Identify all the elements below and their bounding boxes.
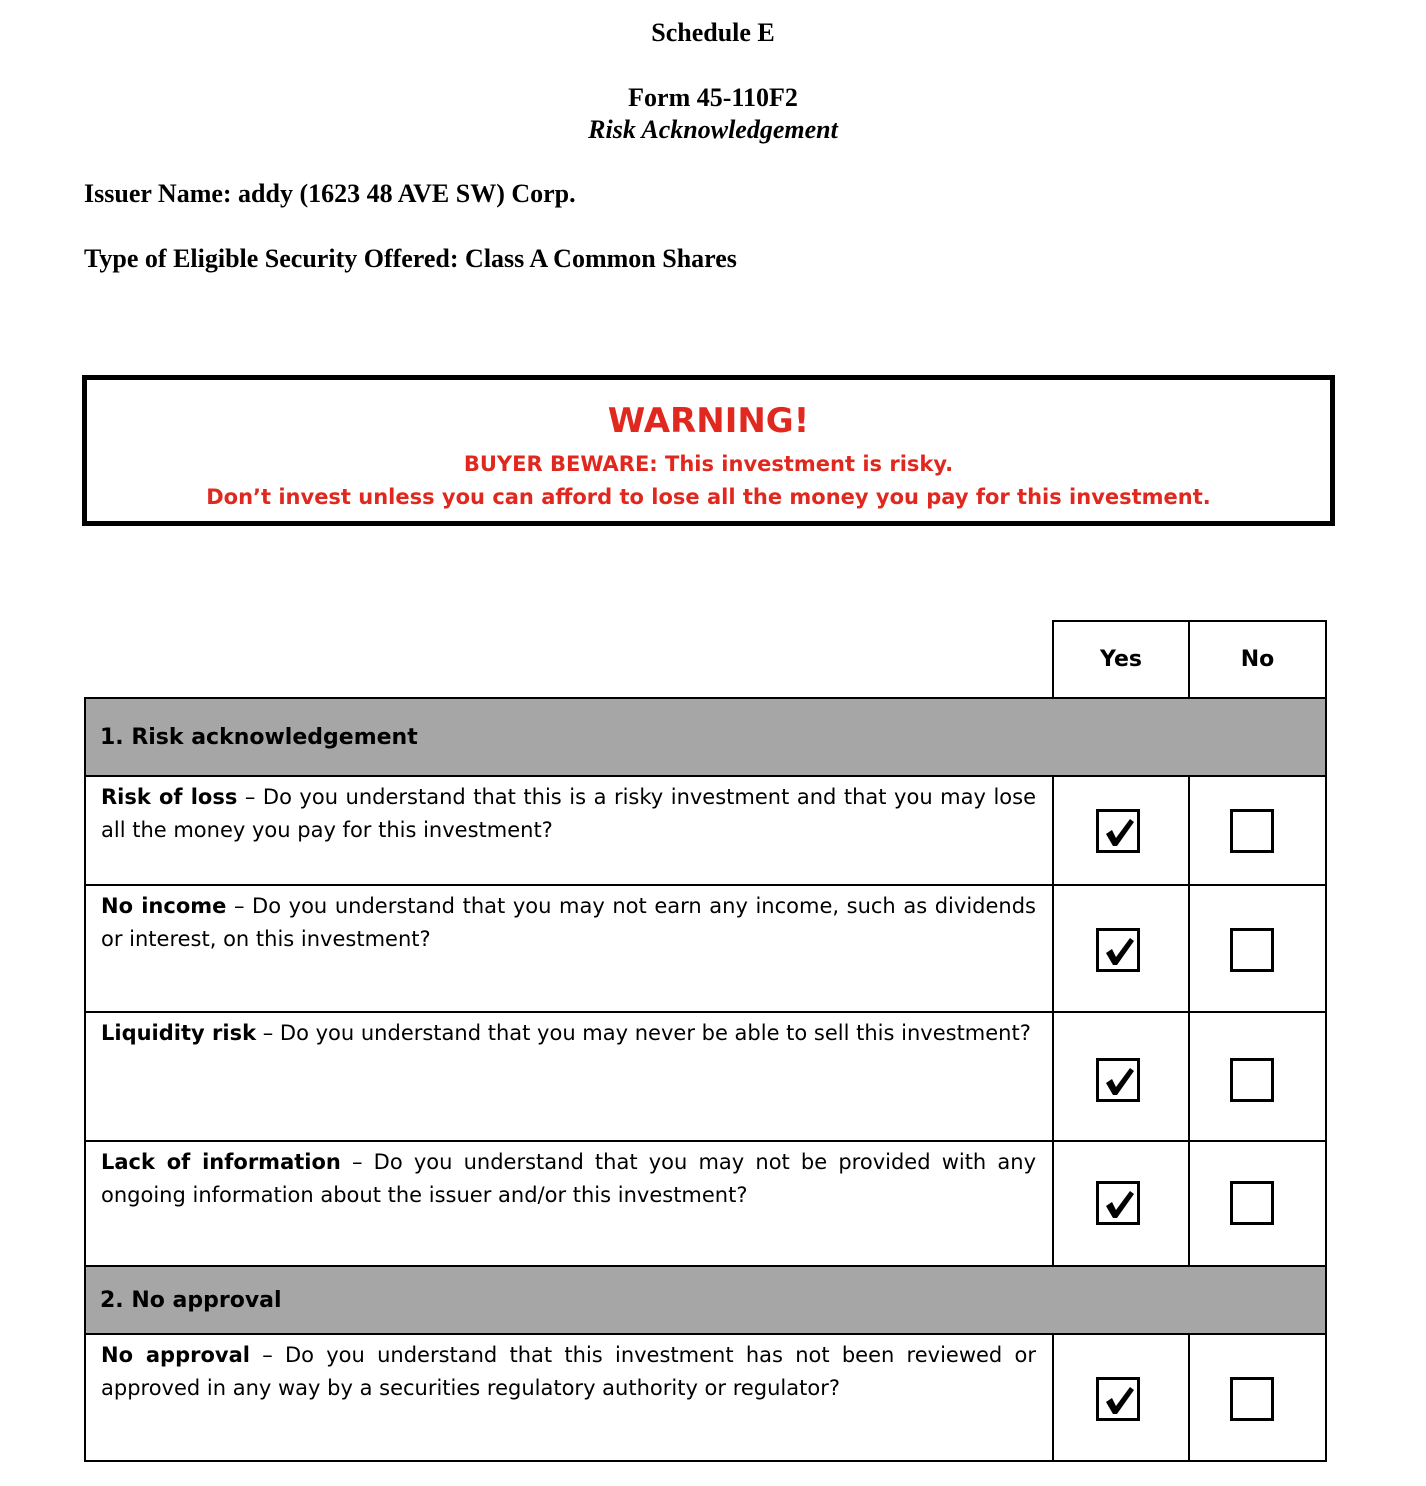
- yes-checkbox[interactable]: [1096, 928, 1140, 972]
- yes-checkbox[interactable]: [1096, 1377, 1140, 1421]
- question-term: Lack of information: [101, 1150, 341, 1174]
- form-number: Form 45-110F2: [628, 83, 798, 112]
- checkmark-icon: [1102, 1383, 1136, 1417]
- warning-line-1: BUYER BEWARE: This investment is risky.: [463, 452, 954, 476]
- checkmark-icon: [1102, 1064, 1136, 1098]
- column-header-yes: [1052, 620, 1190, 699]
- question-text: – Do you understand that you may never be able to sell this investment?: [256, 1021, 1031, 1045]
- no-checkbox[interactable]: [1230, 1377, 1274, 1421]
- question-term: Risk of loss: [101, 785, 238, 809]
- question-cell: [84, 1011, 1054, 1142]
- question-cell: [84, 1333, 1054, 1462]
- column-header-yes-label: Yes: [1100, 647, 1142, 672]
- yes-checkbox[interactable]: [1096, 1181, 1140, 1225]
- form-subtitle: Risk Acknowledgement: [588, 115, 838, 144]
- column-header-no: [1188, 620, 1327, 699]
- schedule-title: Schedule E: [651, 18, 775, 47]
- issuer-name: Issuer Name: addy (1623 48 AVE SW) Corp.: [84, 179, 576, 208]
- question-cell: [84, 775, 1054, 886]
- security-type: Type of Eligible Security Offered: Class A Common Shares: [84, 244, 737, 273]
- section-header-risk-acknowledgement: [84, 697, 1327, 777]
- no-checkbox[interactable]: [1230, 809, 1274, 853]
- warning-line-2: Don’t invest unless you can afford to lose all the money you pay for this investment.: [206, 485, 1211, 509]
- column-header-no-label: No: [1240, 647, 1275, 672]
- section-title: 2. No approval: [100, 1287, 282, 1313]
- question-cell: [84, 884, 1054, 1013]
- question-cell: [84, 1140, 1054, 1267]
- warning-title: WARNING!: [607, 401, 810, 441]
- section-header-no-approval: [84, 1265, 1327, 1335]
- checkmark-icon: [1102, 1187, 1136, 1221]
- no-checkbox[interactable]: [1230, 1181, 1274, 1225]
- checkmark-icon: [1102, 934, 1136, 968]
- warning-box: [82, 375, 1335, 526]
- yes-checkbox[interactable]: [1096, 1058, 1140, 1102]
- checkmark-icon: [1102, 815, 1136, 849]
- no-checkbox[interactable]: [1230, 928, 1274, 972]
- question-term: No income: [101, 894, 227, 918]
- question-text: – Do you understand that this is a risky investment and that you may lose all the money you pay for this investment?: [101, 785, 1036, 842]
- section-title: 1. Risk acknowledgement: [100, 724, 418, 750]
- question-term: No approval: [101, 1343, 250, 1367]
- question-text: – Do you understand that this investment has not been reviewed or approved in any way by a securities regulatory authority or regulator?: [101, 1343, 1036, 1400]
- question-text: – Do you understand that you may not earn any income, such as dividends or interest, on this investment?: [101, 894, 1036, 951]
- question-text: – Do you understand that you may not be provided with any ongoing information about the issuer and/or this investment?: [101, 1150, 1037, 1207]
- question-term: Liquidity risk: [101, 1021, 257, 1045]
- no-checkbox[interactable]: [1230, 1058, 1274, 1102]
- yes-checkbox[interactable]: [1096, 809, 1140, 853]
